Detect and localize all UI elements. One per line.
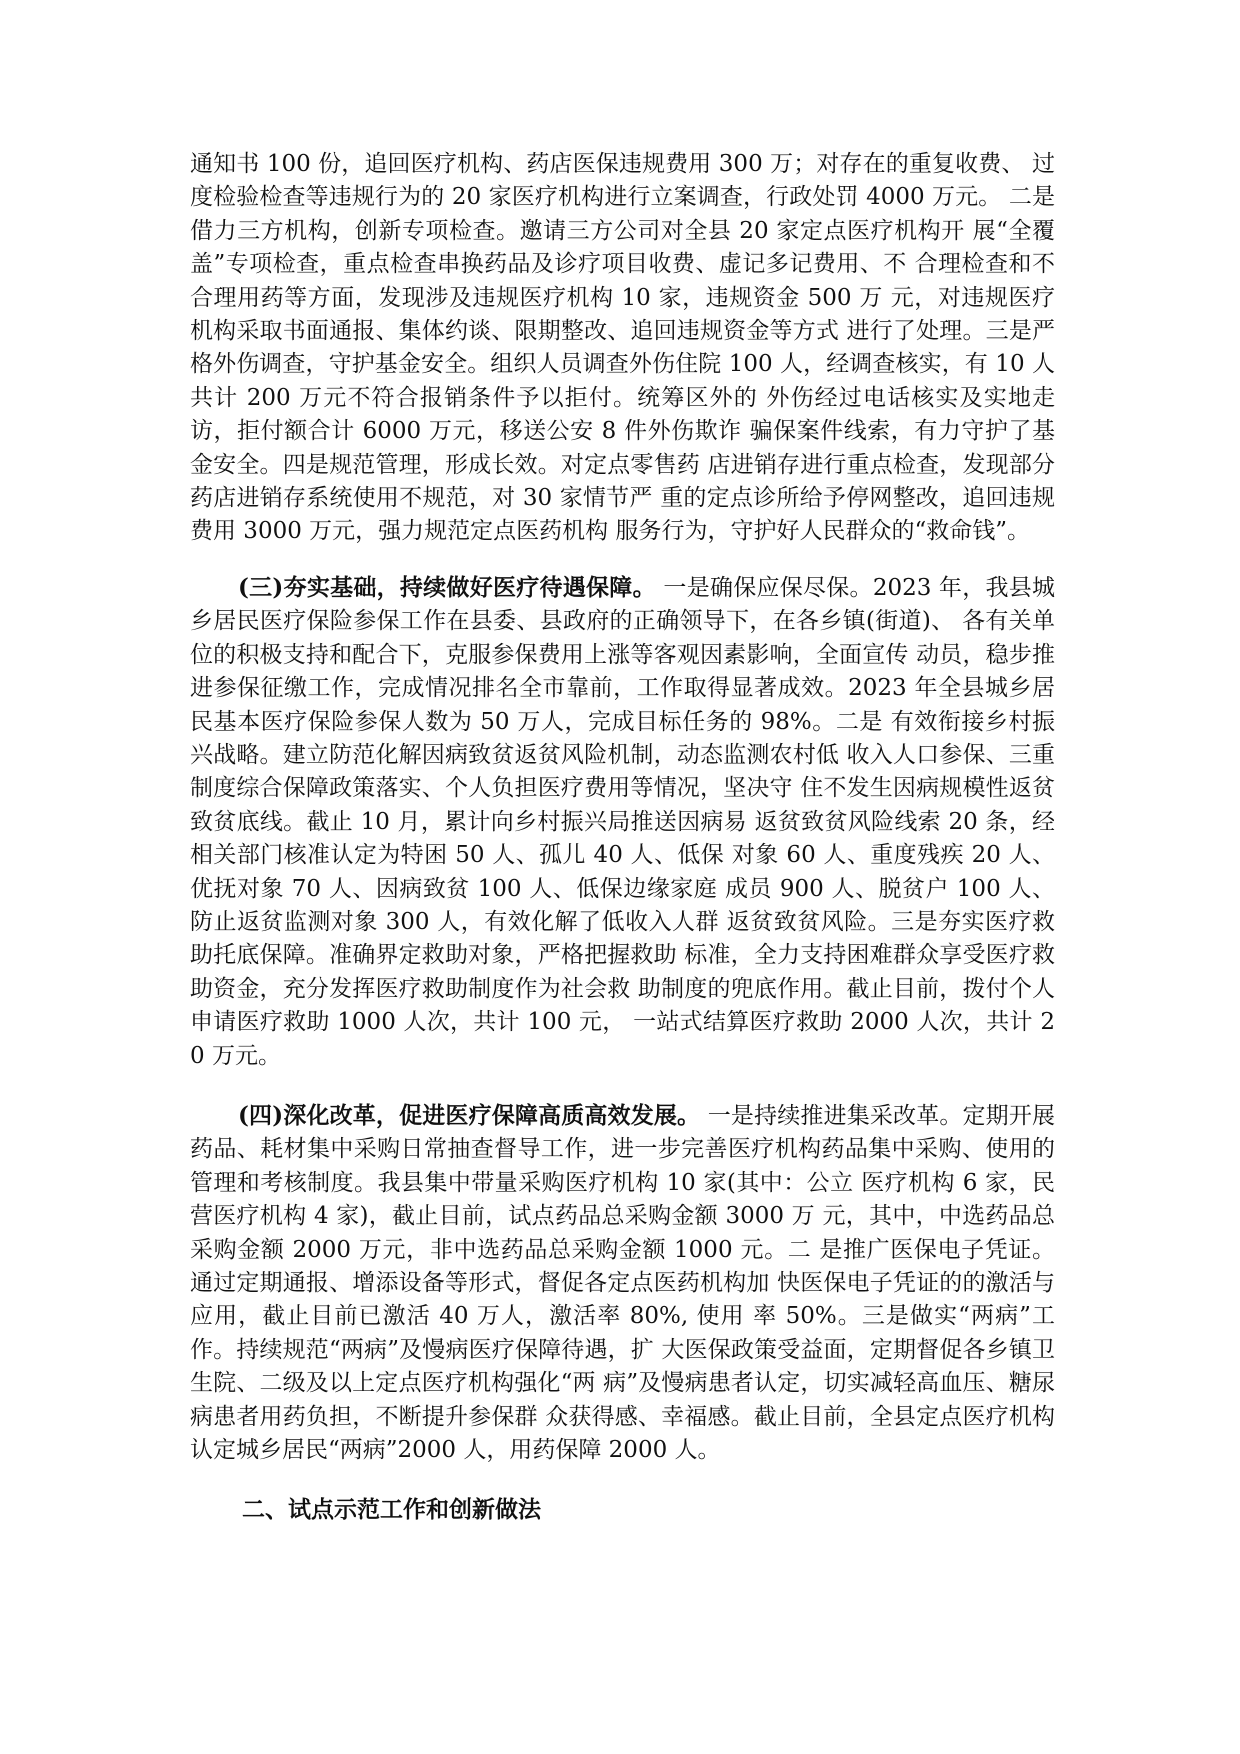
paragraph-heading: (三)夯实基础，持续做好医疗待遇保障。: [238, 573, 656, 601]
paragraph-medical-benefits: [190, 571, 1055, 1073]
paragraph-deepen-reform: [190, 1099, 1055, 1467]
paragraph-heading: (四)深化改革，促进医疗保障高质高效发展。: [238, 1101, 701, 1129]
section-title: 二、试点示范工作和创新做法: [242, 1496, 541, 1524]
paragraph-text: 一是持续推进集采改革。定期开展药品、耗材集中采购日常抽查督导工作，进一步完善医疗机构药品集中采购、使用的管理和考核制度。我县集中带量采购医疗机构 10 家(其中：公立 医疗机构 6 家，民营医疗机构 4 家)，截止目前，试点药品总采购金额 3000 万 元，其中，中选药品总采购金额 2000 万元，非中选药品总采购金额 1000 元。二 是推广医保电子凭证。通过定期通报、增添设备等形式，督促各定点医药机构加 快医保电子凭证的的激活与应用，截止目前已激活 40 万人，激活率 80%, 使用 率 50%。三是做实“两病”工作。持续规范“两病”及慢病医疗保障待遇，扩 大医保政策受益面，定期督促各乡镇卫生院、二级及以上定点医疗机构强化“两 病”及慢病患者认定，切实减轻高血压、糖尿病患者用药负担，不断提升参保群 众获得感、幸福感。截止目前，全县定点医疗机构认定城乡居民“两病”2000 人，用药保障 2000 人。: [190, 1102, 1056, 1464]
paragraph-text: 通知书 100 份，追回医疗机构、药店医保违规费用 300 万；对存在的重复收费、 过度检验检查等违规行为的 20 家医疗机构进行立案调查，行政处罚 4000 万元。 二是借力三方机构，创新专项检查。邀请三方公司对全县 20 家定点医疗机构开 展“全覆盖”专项检查，重点检查串换药品及诊疗项目收费、虚记多记费用、不 合理检查和不合理用药等方面，发现涉及违规医疗机构 10 家，违规资金 500 万 元，对违规医疗机构采取书面通报、集体约谈、限期整改、追回违规资金等方式 进行了处理。三是严格外伤调查，守护基金安全。组织人员调查外伤住院 100 人，经调查核实，有 10 人共计 200 万元不符合报销条件予以拒付。统筹区外的 外伤经过电话核实及实地走访，拒付额合计 6000 万元，移送公安 8 件外伤欺诈 骗保案件线索，有力守护了基金安全。四是规范管理，形成长效。对定点零售药 店进销存进行重点检查，发现部分药店进销存系统使用不规范，对 30 家情节严 重的定点诊所给予停网整改，追回违规费用 3000 万元，强力规范定点医药机构 服务行为，守护好人民群众的“救命钱”。: [190, 151, 1055, 545]
document-page: [190, 148, 1055, 1526]
paragraph-fund-supervision: [190, 148, 1055, 549]
paragraph-text: 一是确保应保尽保。2023 年，我县城乡居民医疗保险参保工作在县委、县政府的正确领导下，在各乡镇(街道)、 各有关单位的积极支持和配合下，克服参保费用上涨等客观因素影响，全面宣传 动员，稳步推进参保征缴工作，完成情况排名全市靠前，工作取得显著成效。2023 年全县城乡居民基本医疗保险参保人数为 50 万人，完成目标任务的 98%。二是 有效衔接乡村振兴战略。建立防范化解因病致贫返贫风险机制，动态监测农村低 收入人口参保、三重制度综合保障政策落实、个人负担医疗费用等情况，坚决守 住不发生因病规模性返贫致贫底线。截止 10 月，累计向乡村振兴局推送因病易 返贫致贫风险线索 20 条，经相关部门核准认定为特困 50 人、孤儿 40 人、低保 对象 60 人、重度残疾 20 人、优抚对象 70 人、因病致贫 100 人、低保边缘家庭 成员 900 人、脱贫户 100 人、防止返贫监测对象 300 人，有效化解了低收入人群 返贫致贫风险。三是夯实医疗救助托底保障。准确界定救助对象，严格把握救助 标准，全力支持困难群众享受医疗救助资金，充分发挥医疗救助制度作为社会救 助制度的兜底作用。截止目前，拨付个人申请医疗救助 1000 人次，共计 100 元， 一站式结算医疗救助 2000 人次，共计 20 万元。: [190, 574, 1056, 1069]
